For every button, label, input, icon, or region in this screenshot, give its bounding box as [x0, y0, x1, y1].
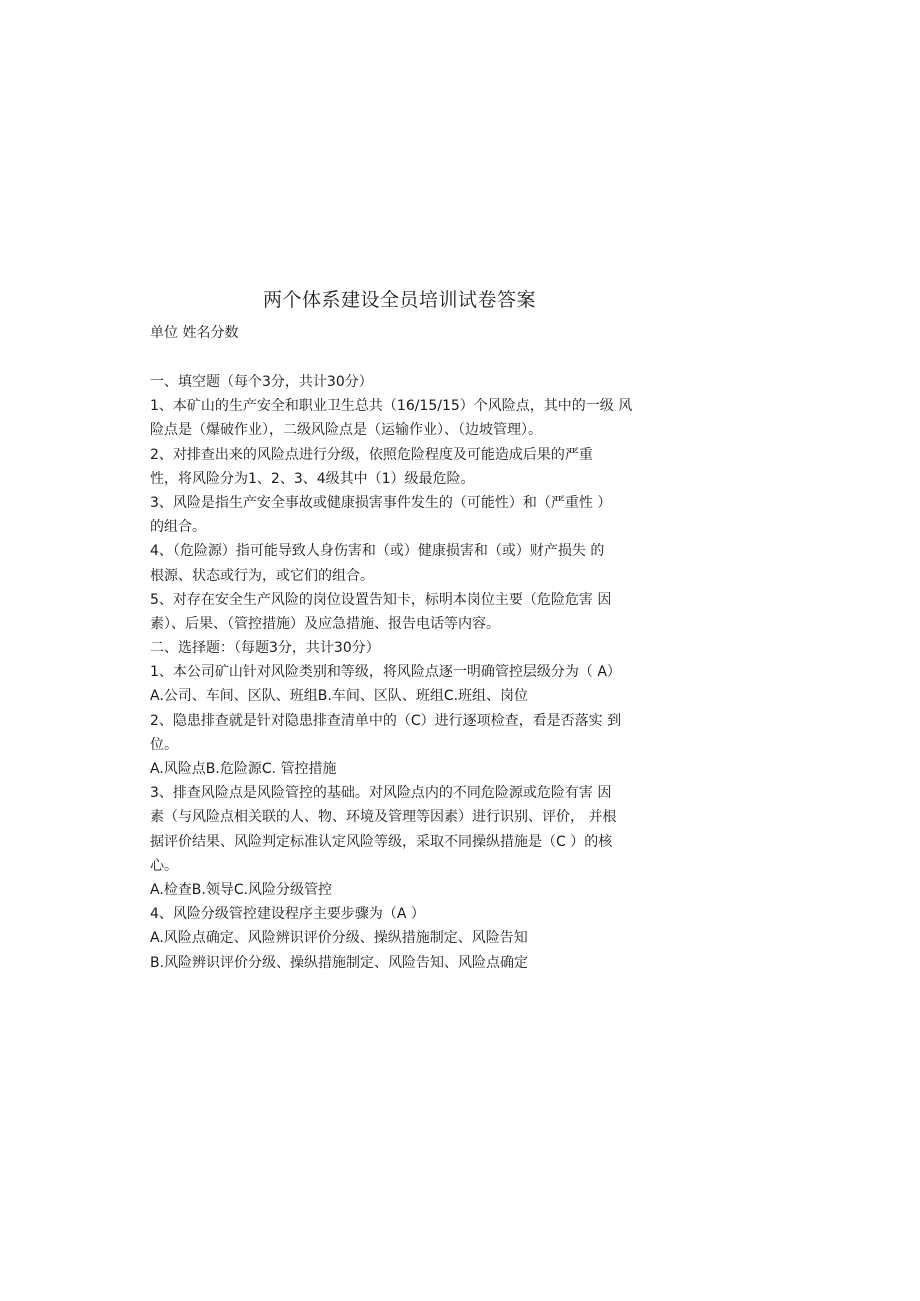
text-line: 位。 — [150, 736, 178, 753]
text-line: 一、填空题（每个3分，共计30分） — [150, 374, 373, 390]
text-line: A.检查B.领导C.风险分级管控 — [150, 881, 333, 898]
info-line: 单位 姓名分数 — [150, 325, 239, 341]
text-line: 1、本矿山的生产安全和职业卫生总共（16/15/15）个风险点，其中的一级 风 — [150, 398, 633, 415]
text-line: 险点是（爆破作业），二级风险点是（运输作业）、（边坡管理）。 — [150, 422, 542, 439]
text-line: B.风险辨识评价分级、操纵措施制定、风险告知、风险点确定 — [150, 954, 529, 971]
text-line: 的组合。 — [150, 519, 206, 536]
text-line: 3、风险是指生产安全事故或健康损害事件发生的（可能性）和（严重性 ） — [150, 494, 612, 511]
text-line: 1、本公司矿山针对风险类别和等级，将风险点逐一明确管控层级分为（ A） — [150, 664, 621, 681]
text-line: 据评价结果、风险判定标准认定风险等级，采取不同操纵措施是（C ）的核 — [150, 833, 613, 850]
text-line: 3、排查风险点是风险管控的基础。对风险点内的不同危险源或危险有害 因 — [150, 785, 612, 802]
text-line: 性，将风险分为1、2、3、4级其中（1）级最危险。 — [150, 470, 475, 487]
text-line: 4、风险分级管控建设程序主要步骤为（A ） — [150, 906, 425, 923]
text-line: 5、对存在安全生产风险的岗位设置告知卡，标明本岗位主要（危险危害 因 — [150, 591, 612, 608]
text-line: 2、对排查出来的风险点进行分级，依照危险程度及可能造成后果的严重 — [150, 446, 593, 463]
text-line: 素（与风险点相关联的人、物、环境及管理等因素）进行识别、评价， 并根 — [150, 809, 617, 826]
text-line: 素）、后果、（管控措施）及应急措施、报告电话等内容。 — [150, 615, 500, 632]
document-body — [150, 370, 680, 975]
text-line: A.公司、车间、区队、班组B.车间、区队、班组C.班组、岗位 — [150, 688, 529, 705]
text-line: 心。 — [150, 857, 178, 874]
text-line: 根源、状态或行为，或它们的组合。 — [150, 567, 374, 584]
text-line: 4、（危险源）指可能导致人身伤害和（或）健康损害和（或）财产损失 的 — [150, 543, 605, 560]
text-line: 2、隐患排查就是针对隐患排查清单中的（C）进行逐项检查，看是否落实 到 — [150, 712, 622, 729]
document-title: 两个体系建设全员培训试卷答案 — [263, 289, 537, 311]
text-line: A.风险点确定、风险辨识评价分级、操纵措施制定、风险告知 — [150, 930, 528, 947]
text-line: A.风险点B.危险源C. 管控措施 — [150, 761, 337, 777]
text-line: 二、选择题：（每题3分，共计30分） — [150, 640, 380, 657]
